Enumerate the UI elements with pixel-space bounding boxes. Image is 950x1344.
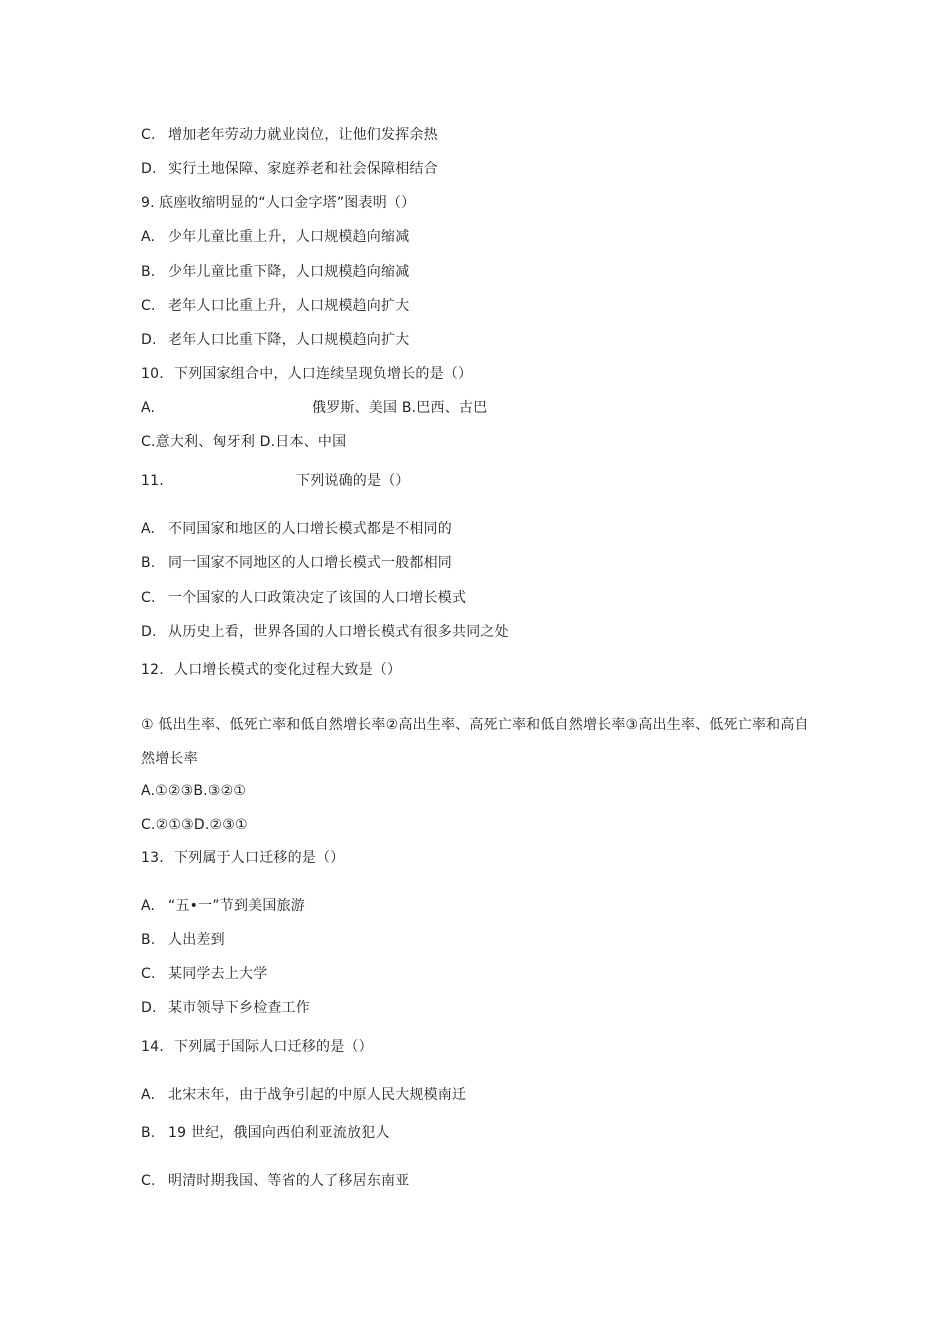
option-10ab [141,398,487,418]
question-text: 底座收缩明显的“人口金字塔”图表明（） [159,195,416,211]
option-text: 不同国家和地区的人口增长模式都是不相同的 [168,521,452,537]
option-label: A. [141,1087,156,1103]
option-9d [141,330,409,350]
option-label: B. [141,1125,156,1141]
option-11c [141,588,466,608]
question-13 [141,848,344,868]
option-text: 少年儿童比重下降，人口规模趋向缩减 [168,264,410,280]
option-text: 实行土地保障、家庭养老和社会保障相结合 [168,161,438,177]
option-text: 一个国家的人口政策决定了该国的人口增长模式 [168,590,467,606]
option-text: 从历史上看，世界各国的人口增长模式有很多共同之处 [168,624,509,640]
question-number: 9. [141,195,155,211]
statement-text: ① 低出生率、低死亡率和低自然增长率②高出生率、高死亡率和低自然增长率③高出生率、低死亡率和高自然增长率 [141,717,809,767]
option-14a [141,1085,466,1105]
option-label: A. [141,400,156,416]
option-9a [141,227,409,247]
option-label: A. [141,898,156,914]
question-11 [141,471,410,491]
option-label: B. [141,555,156,571]
option-label: D. [141,624,157,640]
question-9 [141,193,415,213]
question-text: 人口增长模式的变化过程大致是（） [174,662,402,678]
option-text: 同一国家不同地区的人口增长模式一般都相同 [168,555,452,571]
option-11b [141,553,452,573]
option-14c [141,1171,409,1191]
option-13a [141,896,305,916]
option-label: C. [141,298,156,314]
question-number: 14. [141,1039,164,1055]
option-14b [141,1123,390,1143]
option-label: D. [141,161,157,177]
option-text: 俄罗斯、美国 B.巴西、古巴 [312,400,488,416]
option-text: A.①②③B.③②① [141,783,247,799]
question-text: 下列属于人口迁移的是（） [174,850,345,866]
option-text: C.②①③D.②③① [141,817,248,833]
option-label: C. [141,1173,156,1189]
option-9c [141,296,409,316]
option-label: C. [141,590,156,606]
question-number: 13. [141,850,164,866]
option-text: 北宋末年，由于战争引起的中原人民大规模南迁 [168,1087,467,1103]
option-text: C.意大利、匈牙利 D.日本、中国 [141,434,347,450]
option-13d [141,998,310,1018]
option-label: C. [141,966,156,982]
option-8d [141,159,438,179]
question-12 [141,660,401,680]
option-12cd [141,815,248,835]
option-text: 老年人口比重上升，人口规模趋向扩大 [168,298,410,314]
option-text: 19 世纪，俄国向西伯利亚流放犯人 [168,1125,390,1141]
option-label: D. [141,332,157,348]
question-text: 下列说确的是（） [296,473,410,489]
question-10 [141,364,472,384]
option-label: C. [141,127,156,143]
option-9b [141,262,409,282]
option-label: A. [141,229,156,245]
question-number: 12. [141,662,164,678]
option-12ab [141,781,246,801]
option-text: 某市领导下乡检查工作 [168,1000,310,1016]
option-label: B. [141,264,156,280]
option-13b [141,930,225,950]
option-11a [141,519,452,539]
option-text: 老年人口比重下降，人口规模趋向扩大 [168,332,410,348]
option-text: 增加老年劳动力就业岗位，让他们发挥余热 [168,127,438,143]
option-text: 某同学去上大学 [168,966,268,982]
question-14 [141,1037,373,1057]
option-10cd [141,432,346,452]
option-11d [141,622,509,642]
option-text: “五•一”节到美国旅游 [168,898,305,914]
option-text: 明清时期我国、等省的人了移居东南亚 [168,1173,410,1189]
question-text: 下列属于国际人口迁移的是（） [174,1039,373,1055]
option-13c [141,964,267,984]
option-text: 人出差到 [168,932,225,948]
question-number: 11. [141,473,164,489]
option-8c [141,125,438,145]
option-label: A. [141,521,156,537]
option-label: B. [141,932,156,948]
question-12-statements [141,708,821,776]
option-label: D. [141,1000,157,1016]
question-text: 下列国家组合中，人口连续呈现负增长的是（） [174,366,473,382]
question-number: 10. [141,366,164,382]
option-text: 少年儿童比重上升，人口规模趋向缩减 [168,229,410,245]
